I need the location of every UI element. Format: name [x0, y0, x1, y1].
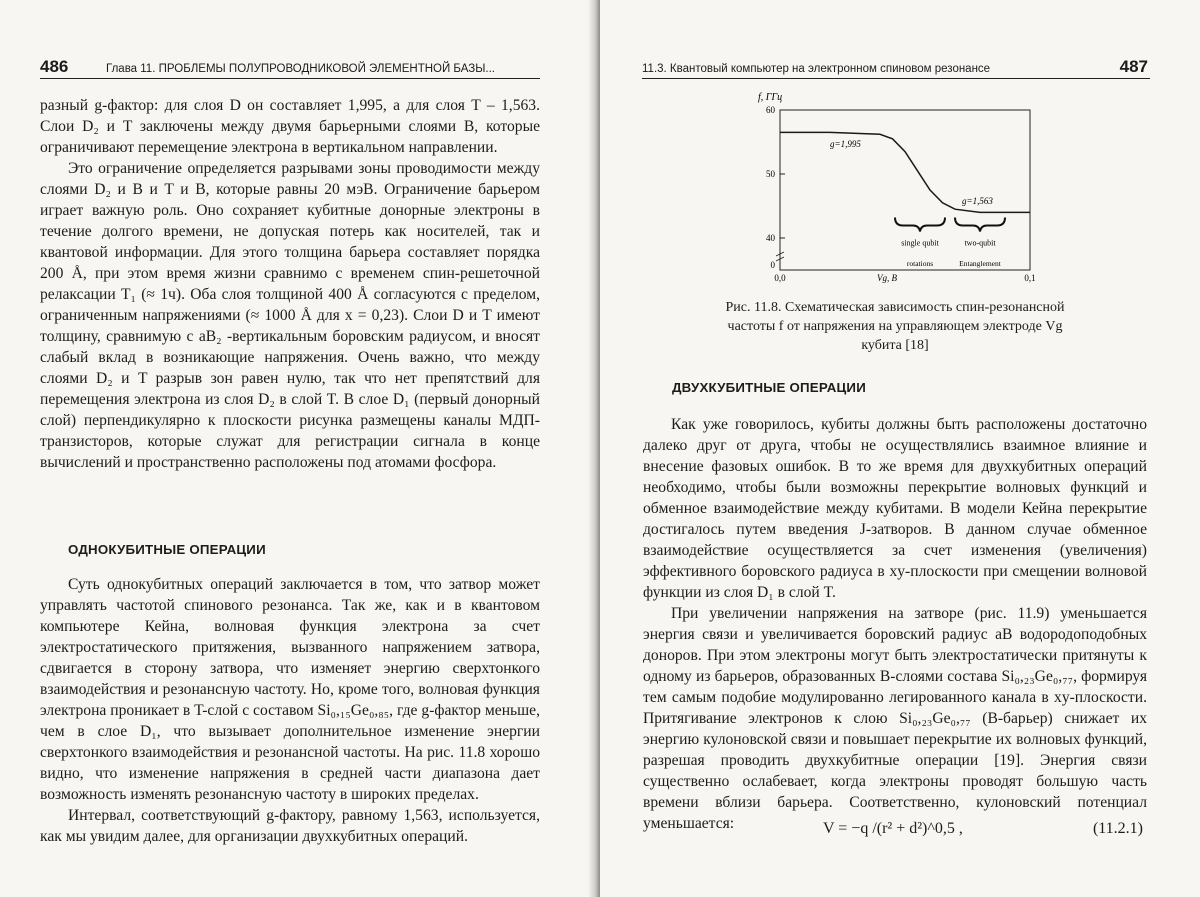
- equation-number: (11.2.1): [1092, 820, 1143, 837]
- page-number: 487: [1119, 57, 1148, 76]
- left-body-text: [40, 95, 540, 473]
- y-tick-label: 50: [766, 169, 775, 179]
- left-page-header: [40, 58, 540, 79]
- annotation-g-low: g=1,563: [962, 196, 993, 207]
- right-page-header: [642, 58, 1150, 79]
- paragraph: Как уже говорилось, кубиты должны быть расположены достаточно далеко друг от друга, чтобы не осуществлялись взаимное влияние и внесение фазовых ошибок. В то же время для двухкубитных операций необходимо, чтобы были возможны перекрытие волновых функций и обменное взаимодействие между кубитами. В модели Кейна перекрытие достигалось путем введения J-затворов. В данном случае обменное взаимодействие осуществляется за счет изменения (увеличения) эффективного боровского радиуса в xy-плоскости при смещении волновой функции из слоя D₁ в слой T.: [643, 416, 1147, 601]
- paragraph: Суть однокубитных операций заключается в том, что затвор может управлять частотой спинового резонанса. Так же, как и в квантовом компьютере Кейна, волновая функция электрона за счет электростатического притяжения, вызванного напряжением затвора, сдвигается в сторону затвора, что изменяет энергию сверхтонкого взаимодействия и резонансную частоту. Но, кроме того, волновая функция электрона проникает в T-слой с составом Si₀,₁₅Ge₀,₈₅, где g-фактор меньше, чем в слое D₁, что вызывает дополнительное изменение энергии сверхтонкого взаимодействия и резонансной частоты. На рис. 11.8 хорошо видно, что изменение напряжения в средней части диапазона дает возможность изменять резонансную частоту в широких пределах.: [40, 576, 540, 803]
- paragraph: Это ограничение определяется разрывами зоны проводимости между слоями D₂ и B и T и B, которые равны 20 мэВ. Ограничение барьером играет важную роль. Оно сохраняет кубитные донорные электроны в течение долгого времени, не допуская потерь как носителей, так и квантовой информации. Для этого толщина барьера составляет порядка 200 Å, при этом время жизни сравнимо с временем спин-решеточной релаксации T₁ (≈ 1ч). Оба слоя толщиной 400 Å согласуются с пределом, ограниченным напряжениями (≈ 1000 Å для x = 0,23). Слои D и T имеют толщину, сравнимую с aB₂ -вертикальным боровским радиусом, и вносят слабый вклад в возникающие напряжения. Очень важно, что между слоями D₂ и T разрыв зон равен нулю, так что нет препятствий для перемещения электрона из слоя D₂ в слой T. В слое D₁ (первый донорный слой) перпендикулярно к плоскости рисунка размещены каналы МДП-транзисторов, которые служат для регистрации сигнала в конце вычислений и пространственно расположены под атомами фосфора.: [40, 160, 540, 471]
- left-page: [0, 0, 598, 897]
- x-tick-label: 0,0: [774, 273, 786, 283]
- annotation-entanglement: Entanglement: [959, 259, 1001, 269]
- figure-11-8-chart: [750, 90, 1050, 290]
- annotation-two-qubit: two-qubit: [964, 238, 996, 248]
- x-tick-label: 0,1: [1024, 273, 1036, 283]
- y-axis-label: f, ГГц: [758, 92, 783, 103]
- brace-two-qubit: [955, 218, 1005, 232]
- annotation-g-high: g=1,995: [830, 139, 861, 150]
- x-axis-label: Vg, В: [877, 273, 897, 283]
- equation-formula: V = −q /(r² + d²)^0,5 ,: [823, 820, 963, 837]
- page-number: 486: [40, 57, 69, 76]
- section-heading: ДВУХКУБИТНЫЕ ОПЕРАЦИИ: [672, 380, 866, 395]
- y-tick-label: 0: [770, 260, 775, 270]
- paragraph: разный g-фактор: для слоя D он составляет 1,995, а для слоя T – 1,563. Слои D₂ и T заключены между двумя барьерными слоями B, которые ограничивают перемещение электрона в вертикальном направлении.: [40, 97, 540, 156]
- brace-single-qubit: [895, 218, 945, 232]
- right-body-text: [643, 414, 1147, 834]
- y-tick-label: 40: [766, 233, 775, 243]
- y-tick-label: 60: [766, 105, 775, 115]
- left-section-text: [40, 574, 540, 847]
- section-heading: ОДНОКУБИТНЫЕ ОПЕРАЦИИ: [68, 542, 266, 557]
- figure-caption: Рис. 11.8. Схематическая зависимость спин-резонансной частоты f от напряжения на управляющем электроде Vg кубита [18]: [725, 300, 1065, 353]
- annotation-single-qubit: single qubit: [901, 238, 939, 248]
- running-title: Глава 11. ПРОБЛЕМЫ ПОЛУПРОВОДНИКОВОЙ ЭЛЕМЕНТНОЙ БАЗЫ...: [106, 63, 495, 75]
- paragraph: Интервал, соответствующий g-фактору, равному 1,563, используется, как мы увидим далее, для организации двухкубитных операций.: [40, 807, 540, 845]
- running-title: 11.3. Квантовый компьютер на электронном спиновом резонансе: [642, 63, 991, 75]
- right-page: [600, 0, 1200, 897]
- annotation-rotations: rotations: [906, 259, 934, 269]
- paragraph: При увеличении напряжения на затворе (рис. 11.9) уменьшается энергия связи и увеличивается боровский радиус aB водородоподобных доноров. При этом электроны могут быть электростатически притянуты к одному из барьеров, образованных B-слоями состава Si₀,₂₃Ge₀,₇₇, формируя тем самым подобие модулированно легированного канала в xy-плоскости. Притягивание электронов к слою Si₀,₂₃Ge₀,₇₇ (B-барьер) снижает их энергию кулоновской связи и повышает перекрытие их волновых функций, разрешая проводить двухкубитные операции [19]. Энергия связи существенно ослабевает, когда электроны проводят большую часть времени вблизи барьера. Соответственно, кулоновский потенциал уменьшается:: [643, 605, 1147, 832]
